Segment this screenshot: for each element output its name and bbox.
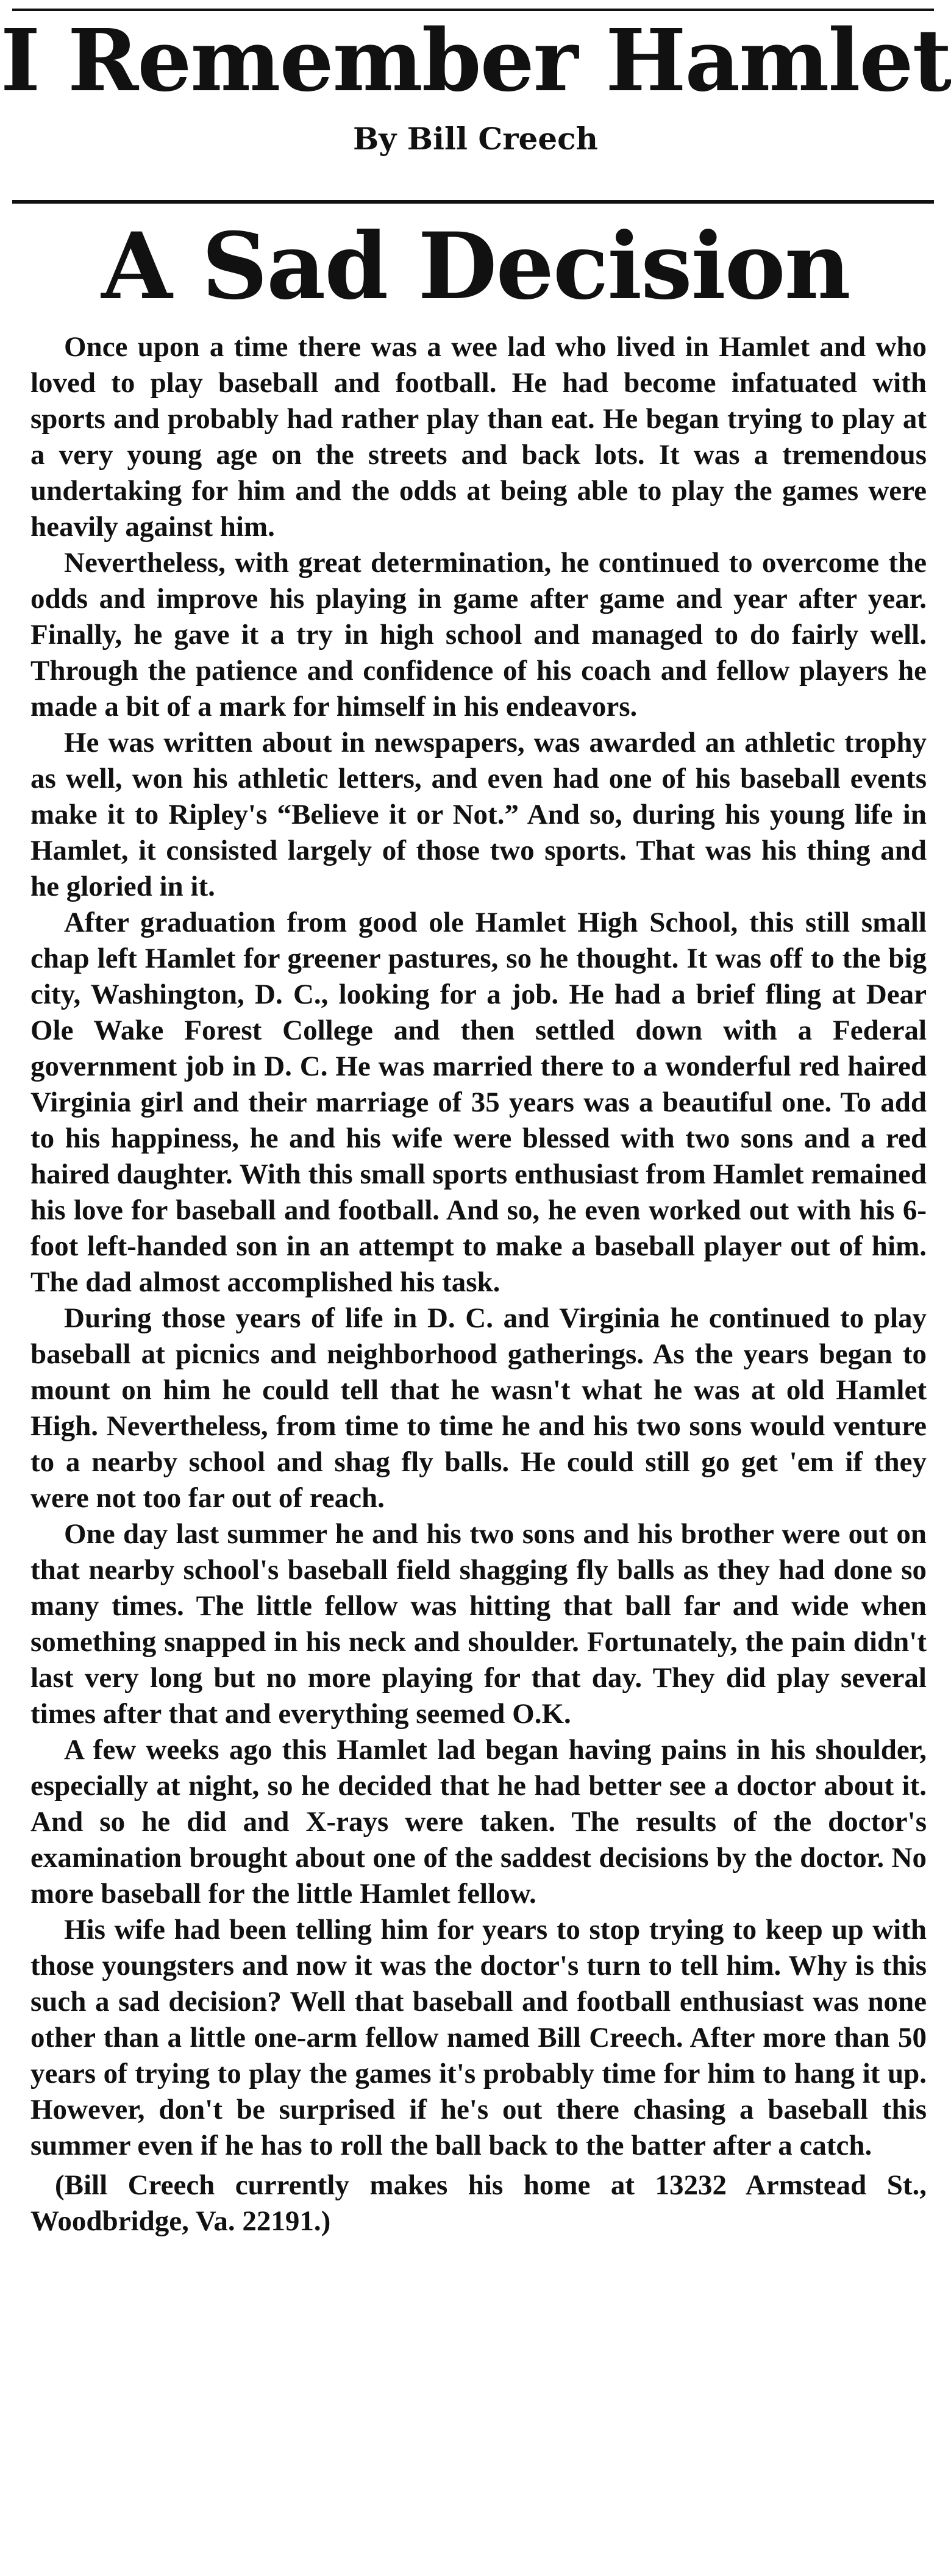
article-paragraph: One day last summer he and his two sons and his brother were out on that nearby school's baseball field shagging fly balls as they had done so many times. The little fellow was hitting that ball far and wide when something snapped in his neck and shoulder. Fortunately, the pain didn't last very long but no more playing for that day. They did play several times after that and everything seemed O.K. [30,1518,927,1730]
article-body [30,329,927,2239]
article-paragraph: His wife had been telling him for years to stop trying to keep up with those youngsters and now it was the doctor's turn to tell him. Why is this such a sad decision? Well that baseball and football enthusiast was none other than a little one-arm fellow named Bill Creech. After more than 50 years of trying to play the games it's probably time for him to hang it up. However, don't be surprised if he's out there chasing a baseball this summer even if he has to roll the ball back to the batter after a catch. [30,1914,927,2161]
byline: By Bill Creech [353,121,598,157]
author-note: (Bill Creech currently makes his home at 13232 Armstead St., Woodbridge, Va. 22191.) [30,2169,927,2237]
article-paragraph: He was written about in newspapers, was awarded an athletic trophy as well, won his athletic letters, and even had one of his baseball events make it to Ripley's “Believe it or Not.” And so, during his young life in Hamlet, it consisted largely of those two sports. That was his thing and he gloried in it. [30,727,927,902]
column-title: I Remember Hamlet [0,11,951,111]
article-paragraph: During those years of life in D. C. and Virginia he continued to play baseball at picnics and neighborhood gatherings. As the years began to mount on him he could tell that he wasn't what he was at old Hamlet High. Nevertheless, from time to time he and his two sons would venture to a nearby school and shag fly balls. He could still go get 'em if they were not too far out of reach. [30,1302,927,1514]
article-paragraph: After graduation from good ole Hamlet High School, this still small chap left Hamlet for greener pastures, so he thought. It was off to the big city, Washington, D. C., looking for a job. He had a brief fling at Dear Ole Wake Forest College and then settled down with a Federal government job in D. C. He was married there to a wonderful red haired Virginia girl and their marriage of 35 years was a beautiful one. To add to his happiness, he and his wife were blessed with two sons and a red haired daughter. With this small sports enthusiast from Hamlet remained his love for baseball and football. And so, he even worked out with his 6-foot left-handed son in an attempt to make a baseball player out of him. The dad almost accomplished his task. [30,907,927,1298]
article-headline: A Sad Decision [101,213,850,320]
article-paragraph: A few weeks ago this Hamlet lad began having pains in his shoulder, especially at night, so he decided that he had better see a doctor about it. And so he did and X-rays were taken. The results of the doctor's examination brought about one of the saddest decisions by the doctor. No more baseball for the little Hamlet fellow. [30,1734,927,1910]
article-paragraph: Once upon a time there was a wee lad who lived in Hamlet and who loved to play baseball and football. He had become infatuated with sports and probably had rather play than eat. He began trying to play at a very young age on the streets and back lots. It was a tremendous undertaking for him and the odds at being able to play the games were heavily against him. [30,331,927,543]
article-paragraph: Nevertheless, with great determination, he continued to overcome the odds and improve his playing in game after game and year after year. Finally, he gave it a try in high school and managed to do fairly well. Through the patience and confidence of his coach and fellow players he made a bit of a mark for himself in his endeavors. [30,547,927,722]
header-divider [12,200,934,204]
